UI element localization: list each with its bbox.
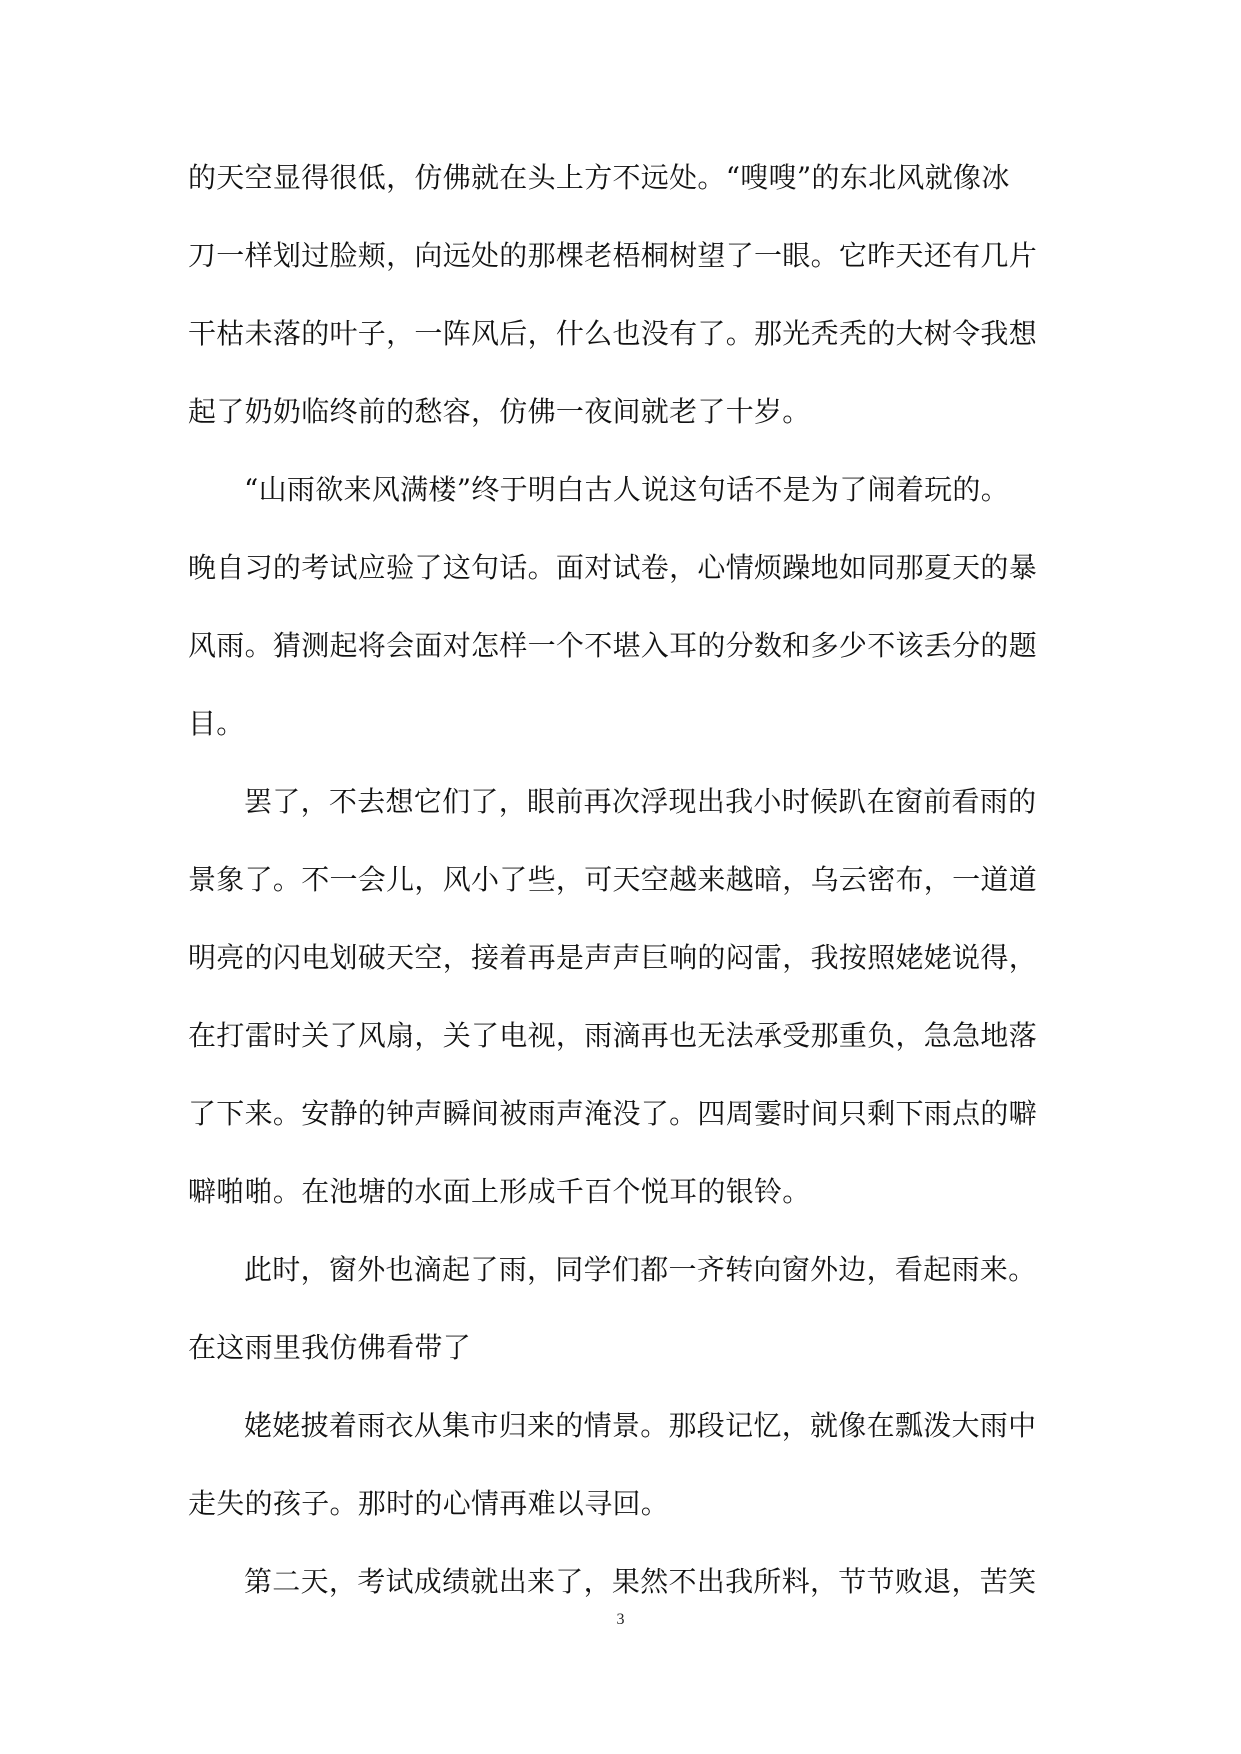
text-line: 明亮的闪电划破天空，接着再是声声巨响的闷雷，我按照姥姥说得， [188,941,1038,974]
text-line: 干枯未落的叶子，一阵风后，什么也没有了。那光秃秃的大树令我想 [188,317,1038,350]
text-line: 了下来。安静的钟声瞬间被雨声淹没了。四周霎时间只剩下雨点的噼 [188,1097,1038,1130]
text-line: 景象了。不一会儿，风小了些，可天空越来越暗，乌云密布，一道道 [188,863,1038,896]
paragraph-start-line: 第二天，考试成绩就出来了，果然不出我所料，节节败退，苦笑 [244,1565,1037,1598]
text-line: 走失的孩子。那时的心情再难以寻回。 [188,1487,670,1520]
page-number: 3 [616,1611,625,1628]
text-line: 的天空显得很低，仿佛就在头上方不远处。“嗖嗖”的东北风就像冰 [188,161,1010,194]
body-text [188,148,1068,1630]
text-line: 在这雨里我仿佛看带了 [188,1331,472,1364]
text-line: 在打雷时关了风扇，关了电视，雨滴再也无法承受那重负，急急地落 [188,1019,1038,1052]
text-line: 目。 [188,707,245,740]
text-line: 起了奶奶临终前的愁容，仿佛一夜间就老了十岁。 [188,395,811,428]
paragraph-start-line: 罢了，不去想它们了，眼前再次浮现出我小时候趴在窗前看雨的 [244,785,1037,818]
paragraph-start-line: 姥姥披着雨衣从集市归来的情景。那段记忆，就像在瓢泼大雨中 [244,1409,1037,1442]
text-line: 晚自习的考试应验了这句话。面对试卷，心情烦躁地如同那夏天的暴 [188,551,1038,584]
paragraph-start-line: “山雨欲来风满楼”终于明白古人说这句话不是为了闹着玩的。 [244,473,1010,506]
text-line: 噼啪啪。在池塘的水面上形成千百个悦耳的银铃。 [188,1175,811,1208]
paragraph-start-line: 此时，窗外也滴起了雨，同学们都一齐转向窗外边，看起雨来。 [244,1253,1037,1286]
text-line: 风雨。猜测起将会面对怎样一个不堪入耳的分数和多少不该丢分的题 [188,629,1038,662]
text-line: 刀一样划过脸颊，向远处的那棵老梧桐树望了一眼。它昨天还有几片 [188,239,1038,272]
